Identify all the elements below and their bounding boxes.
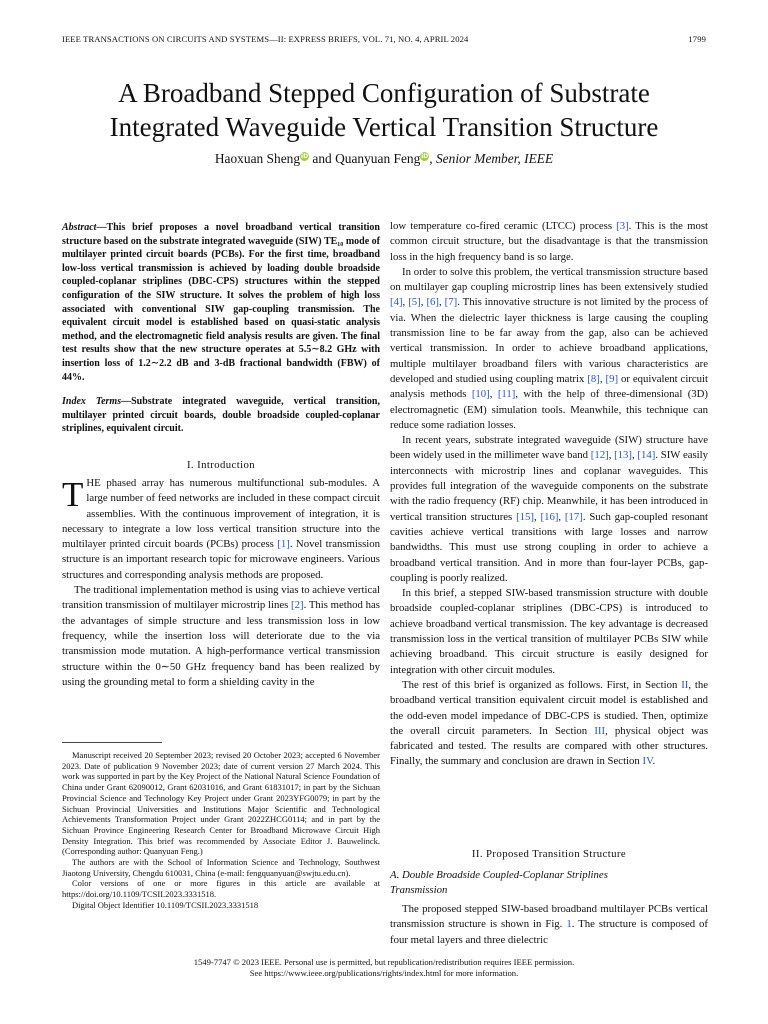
introduction-text [62,476,380,690]
citation-link[interactable]: [4] [390,296,403,309]
author-membership: Senior Member, IEEE [435,151,554,166]
index-terms [62,395,380,436]
page-number: 1799 [688,34,706,44]
author-2: Quanyuan Feng [335,151,421,166]
section-heading-introduction: I. Introduction [186,459,256,471]
right-paragraph-2: In recent years, substrate integrated waveguide (SIW) structure have been widely used in the millimeter wave band [12], [13], [14]. SIW easily interconnects with microstrip lines and coplanar waveguides. This provides full integration of the waveguide components on the substrate with the radio frequency (RF) chip. Meanwhile, it has been introduced in vertical transition structures [15], [16], [17]. Such gap-coupled resonant cavities achieve vertical transitions with large losses and narrow bandwidths. This must use strong coupling in order to achieve a broadband vertical transition. And in more than four-layer PCBs, gap-coupling is poorly realized. [390,434,709,584]
citation-link[interactable]: [2] [291,599,304,612]
citation-link[interactable]: [14] [637,449,656,462]
citation-link[interactable]: [13] [614,449,633,462]
citation-link[interactable]: [15] [516,510,534,523]
title-line-1: A Broadband Stepped Configuration of Substrate [118,78,650,108]
citation-link[interactable]: [5] [408,296,421,309]
citation-link[interactable]: [8] [587,372,600,385]
abstract [62,221,380,384]
author-conjunction: and [312,151,332,166]
running-header [62,34,706,48]
index-terms-label: Index Terms [62,396,122,407]
citation-link[interactable]: [10] [471,388,490,401]
footnote-color-versions: Color versions of one or more figures in this article are available at https://doi.org/10.1109/TCSII.2023.3331518. [62,878,380,900]
citation-link[interactable]: [3] [616,220,629,232]
intro-paragraph-1: THE phased array has numerous multifunctional sub-modules. A large number of feed networks are included in these compact circuit assemblies. With the continuous improvement of integration, it is necessary to integrate a low loss vertical transition structure into the multilayer printed circuit boards (PCBs) process [1]. Novel transmission structure is an important research topic for microwave engineers. Various structures and corresponding analysis methods are proposed. [62,475,380,581]
citation-link[interactable]: [17] [564,510,583,523]
orcid-icon[interactable]: iD [421,153,429,160]
subsection-heading-line-1: A. Double Broadside Coupled-Coplanar Striplines [390,869,608,881]
footnote-doi: Digital Object Identifier 10.1109/TCSII.2023.3331518 [72,899,259,910]
citation-link[interactable]: [16] [540,510,559,523]
author-line: Haoxuan ShengiD and Quanyuan FengiD, Senior Member, IEEE [214,151,554,166]
abstract-label: Abstract [62,222,97,233]
section2-text [390,902,708,948]
orcid-icon[interactable]: iD [301,153,309,160]
figure-link[interactable]: 1 [566,918,572,931]
right-paragraph-4: The rest of this brief is organized as follows. First, in Section II, the broadband vertical transition equivalent circuit model is established and the odd-even model impedance of DBC-CPS is studied. Then, optimize the overall circuit parameters. In Section III, physical object was fabricated and tested. The results are compared with other structures. Finally, the summary and conclusion are drawn in Section IV. [390,678,709,768]
right-paragraph-3: In this brief, a stepped SIW-based transmission structure with double broadside coupled-coplanar striplines (DBC-CPS) is introduced to achieve broadband vertical transmission. The key advantage is decreased transmission loss in the vertical transition of multilayer PCBs SIW while achieving broadband. This circuit structure is easily designed for integration with other circuit modules. [390,587,708,676]
citation-link[interactable]: [1] [277,538,290,551]
citation-link[interactable]: [12] [590,449,609,462]
footnote-manuscript: Manuscript received 20 September 2023; revised 20 October 2023; accepted 6 November 2023. Date of publication 9 November 2023; date of current version 27 March 2024. This work was supported in part by the Key Project of the National Natural Science Foundation of China under Grant 62090012, Grant 62031016, and Grant 61831017; in part by the Sichuan Provincial Science and Technology Key Project under Grant 2023YFG0079; in part by the Sichuan Provincial Universities and Institutions Major Scientific and Technological Achievements Transformation Project under Grant 2022ZHCG0114; and in part by the Sichuan Province Engineering Research Center for Broadband Microwave Circuit High Density Integration. This brief was recommended by Associate Editor J. Bauwelinck. (Corresponding author: Quanyuan Feng.) [62,750,380,857]
footer-line-1: 1549-7747 © 2023 IEEE. Personal use is permitted, but republication/redistribution requires IEEE permission. [193,957,575,967]
footer-line-2: See https://www.ieee.org/publications/rights/index.html for more information. [249,968,519,978]
right-column-text [390,219,708,770]
citation-link[interactable]: [11] [497,388,516,401]
intro-paragraph-2: The traditional implementation method is using vias to achieve vertical transition transmission of multilayer microstrip lines [2]. This method has the advantages of simple structure and less transmission loss in low frequency, while the insertion loss will deteriorate due to the via transmission mode mutation. A high-performance vertical transmission structure within the 0∼50 GHz frequency band has been realized by using the grounding metal to form a shielding cavity in the [62,584,380,688]
section-link[interactable]: III [594,724,606,737]
subsection-heading-line-2: Transmission [390,884,448,897]
citation-link[interactable]: [7] [444,296,458,309]
section-heading-proposed-structure: II. Proposed Transition Structure [471,848,627,860]
section2-paragraph-1: The proposed stepped SIW-based broadband multilayer PCBs vertical transmission structure is shown in Fig. 1. The structure is composed of four metal layers and three dielectric [390,903,709,946]
citation-link[interactable]: [6] [426,296,439,309]
footnotes [62,750,380,911]
right-paragraph-0: low temperature co-fired ceramic (LTCC) process [3]. This is the most common circuit structure, but the disadvantage is that the transmission loss in the high frequency band is so large. [390,220,708,263]
footnote-divider [62,742,162,743]
paper-title [40,76,728,144]
right-paragraph-1: In order to solve this problem, the vertical transmission structure based on multilayer gap coupling microstrip lines has been extensively studied [4], [5], [6], [7]. This innovative structure is not limited by the process of via. When the dielectric layer thickness is large causing the coupling transmission line to be far away from the gap, also can be achieved vertical transmission. In order to achieve broadband applications, multiple multilayer broadband filers with various characteristics are developed and studied using coupling matrix [8], [9] or equivalent circuit analysis methods [10], [11], with the help of three-dimensional (3D) electromagnetic (EM) simulation tools. Meanwhile, this technique can reduce some radiation losses. [390,265,709,431]
journal-name: IEEE TRANSACTIONS ON CIRCUITS AND SYSTEMS—II: EXPRESS BRIEFS, VOL. 71, NO. 4, APRIL 2024 [62,34,469,44]
section-link[interactable]: II [681,678,689,691]
author-1: Haoxuan Sheng [214,151,301,166]
section-link[interactable]: IV [642,755,653,768]
copyright-footer [40,957,728,979]
subsection-heading [390,868,708,899]
citation-link[interactable]: [9] [605,372,619,385]
index-terms-text: —Substrate integrated waveguide, vertical transition, multilayer printed circuit boards, double broadside coupled-coplanar striplines, equivalent circuit. [62,396,380,435]
footnote-affiliation: The authors are with the School of Information Science and Technology, Southwest Jiaotong University, Chengdu 610031, China (e-mail: fengquanyuan@swjtu.edu.cn). [62,857,380,878]
drop-cap: T [62,475,84,514]
abstract-text: —This brief proposes a novel broadband vertical transition structure based on the substrate integrated waveguide (SIW) TE₁₀ mode of multilayer printed circuit boards (PCBs). For the first time, broadband low-loss vertical transmission is achieved by loading double broadside coupled-coplanar striplines (DBC-CPS) structures within the stepped configuration of the SIW structure. It solves the problem of high loss associated with conventional SIW gap-coupling transmission. The equivalent circuit model is established based on quasi-static analysis method, and the electromagnetic field analysis results are given. The final test results show that the new structure operates at 5.5∼8.2 GHz with insertion loss of 1.2∼2.2 dB and 3-dB fractional bandwidth (FBW) of 44%. [62,222,380,383]
title-line-2: Integrated Waveguide Vertical Transition Structure [109,112,659,142]
